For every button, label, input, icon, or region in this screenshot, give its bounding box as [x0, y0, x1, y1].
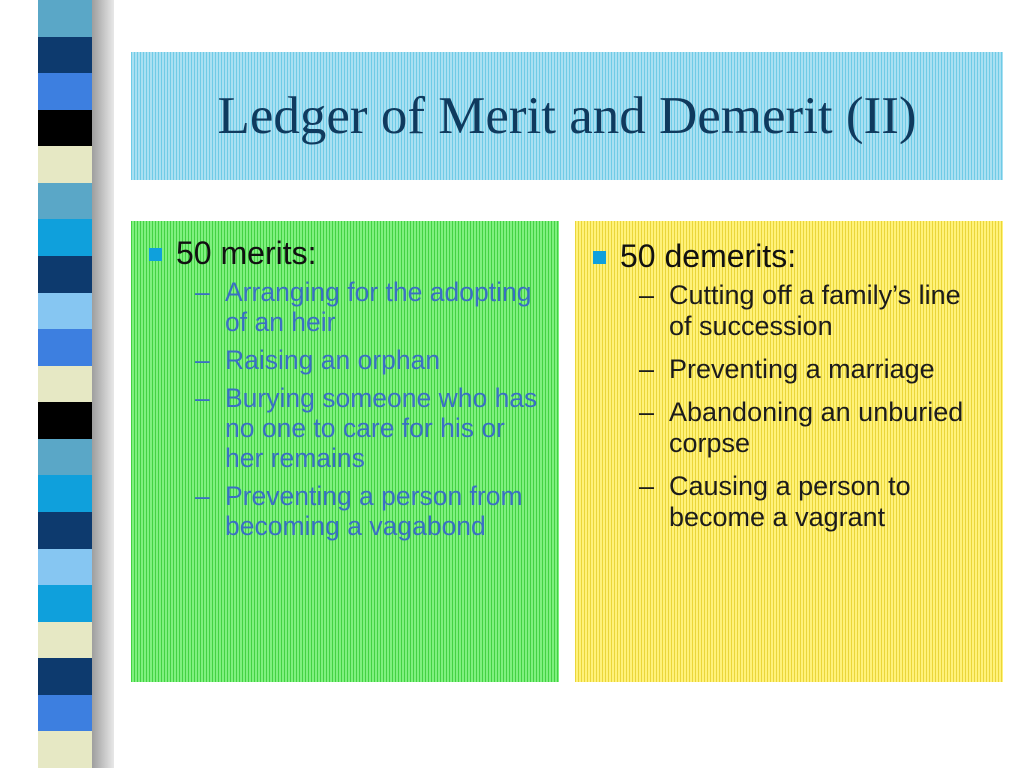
- stripe-block: [38, 475, 94, 512]
- list-item: – Burying someone who has no one to care for his or her remains: [195, 383, 538, 473]
- stripe-block: [38, 512, 94, 549]
- merits-list: [149, 277, 545, 541]
- dash-icon: –: [195, 383, 210, 413]
- title-box: [131, 52, 1003, 180]
- stripe-block: [38, 695, 94, 732]
- dash-icon: –: [639, 280, 655, 310]
- stripe-block: [38, 585, 94, 622]
- list-item: – Raising an orphan: [195, 345, 441, 375]
- stripe-block: [38, 37, 94, 74]
- merits-heading: 50 merits:: [176, 235, 317, 271]
- dash-icon: –: [195, 481, 210, 511]
- stripe-block: [38, 183, 94, 220]
- stripe-block: [38, 439, 94, 476]
- dash-icon: –: [639, 471, 655, 501]
- stripe-block: [38, 256, 94, 293]
- square-bullet-icon: [593, 251, 606, 264]
- stripe-block: [38, 366, 94, 403]
- stripe-block: [38, 73, 94, 110]
- square-bullet-icon: [149, 248, 162, 261]
- stripe-block: [38, 731, 94, 768]
- stripe-block: [38, 658, 94, 695]
- merits-panel: [131, 221, 559, 682]
- stripe-block: [38, 293, 94, 330]
- stripe-block: [38, 110, 94, 147]
- dash-icon: –: [639, 354, 655, 384]
- list-item: – Cutting off a family’s line of succession: [639, 280, 961, 341]
- demerits-list: [593, 280, 989, 533]
- stripe-block: [38, 549, 94, 586]
- stripe-block: [38, 329, 94, 366]
- demerits-heading: 50 demerits:: [620, 238, 797, 274]
- list-item: – Abandoning an unburied corpse: [639, 397, 964, 458]
- slide-title: Ledger of Merit and Demerit (II): [217, 87, 917, 145]
- stripe-block: [38, 622, 94, 659]
- demerits-panel: [575, 221, 1003, 682]
- list-item: – Arranging for the adopting of an heir: [195, 277, 532, 337]
- merits-heading-row: [149, 235, 545, 271]
- list-item: – Causing a person to become a vagrant: [639, 471, 911, 532]
- list-item: – Preventing a marriage: [639, 354, 935, 384]
- list-item: – Preventing a person from becoming a vagabond: [195, 481, 523, 541]
- stripe-block: [38, 219, 94, 256]
- stripe-block: [38, 146, 94, 183]
- stripe-block: [38, 0, 94, 37]
- stripe-shadow: [92, 0, 114, 768]
- demerits-heading-row: [593, 238, 989, 274]
- dash-icon: –: [195, 345, 210, 375]
- stripe-block: [38, 402, 94, 439]
- dash-icon: –: [639, 397, 655, 427]
- dash-icon: –: [195, 277, 210, 307]
